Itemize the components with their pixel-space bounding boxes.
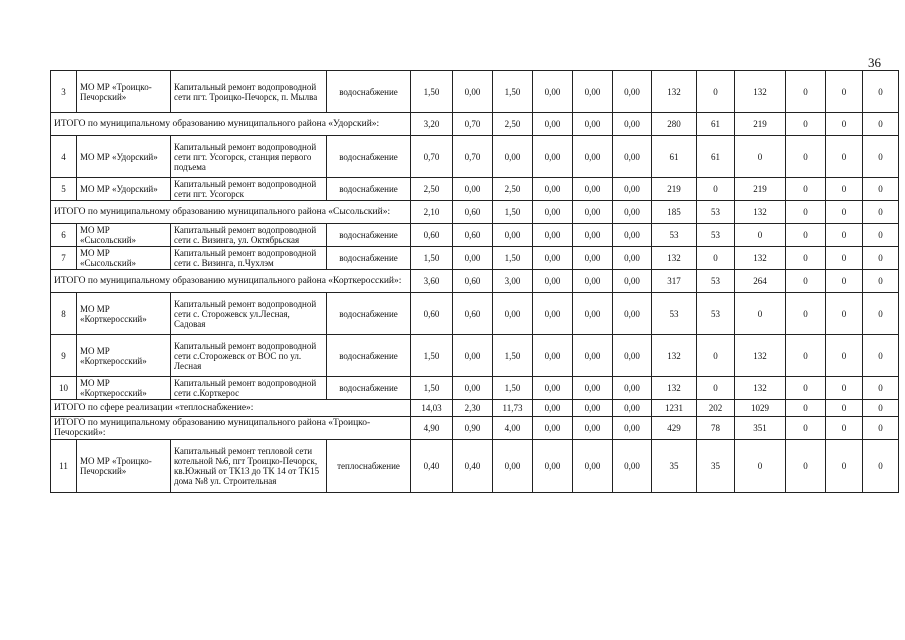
total-row xyxy=(51,417,899,440)
value-cell: 53 xyxy=(697,201,735,224)
value-cell: 0 xyxy=(863,113,899,136)
description-cell: Капитальный ремонт водопроводной сети пгт. Усогорск xyxy=(171,178,327,201)
value-cell: 0 xyxy=(786,400,826,417)
value-cell: 0,00 xyxy=(573,71,613,113)
value-cell: 1231 xyxy=(652,400,697,417)
table-row xyxy=(51,136,899,178)
value-cell: 0,00 xyxy=(493,293,533,335)
value-cell: 0,00 xyxy=(613,178,652,201)
table-row xyxy=(51,71,899,113)
value-cell: 53 xyxy=(697,293,735,335)
row-number: 7 xyxy=(51,247,77,270)
row-number: 6 xyxy=(51,224,77,247)
value-cell: 61 xyxy=(697,113,735,136)
value-cell: 0 xyxy=(786,417,826,440)
value-cell: 0 xyxy=(863,417,899,440)
value-cell: 0 xyxy=(863,270,899,293)
value-cell: 0 xyxy=(826,440,863,493)
sector-cell: водоснабжение xyxy=(327,224,411,247)
table-row xyxy=(51,247,899,270)
value-cell: 53 xyxy=(652,293,697,335)
value-cell: 0,00 xyxy=(613,201,652,224)
value-cell: 0 xyxy=(735,136,786,178)
value-cell: 1029 xyxy=(735,400,786,417)
value-cell: 0 xyxy=(697,335,735,377)
value-cell: 0,00 xyxy=(613,136,652,178)
value-cell: 0,00 xyxy=(613,377,652,400)
value-cell: 1,50 xyxy=(493,71,533,113)
value-cell: 0 xyxy=(826,178,863,201)
value-cell: 2,10 xyxy=(411,201,453,224)
value-cell: 1,50 xyxy=(493,377,533,400)
value-cell: 0 xyxy=(863,71,899,113)
total-row xyxy=(51,201,899,224)
row-number: 10 xyxy=(51,377,77,400)
value-cell: 0,00 xyxy=(533,377,573,400)
value-cell: 0,00 xyxy=(453,71,493,113)
value-cell: 0,00 xyxy=(493,136,533,178)
value-cell: 0 xyxy=(863,136,899,178)
value-cell: 0 xyxy=(786,377,826,400)
municipality-cell: МО МР «Сысольский» xyxy=(77,224,171,247)
table-row xyxy=(51,335,899,377)
total-label: ИТОГО по муниципальному образованию муниципального района «Сысольский»: xyxy=(51,201,411,224)
value-cell: 0 xyxy=(863,247,899,270)
capital-repair-table xyxy=(50,70,899,493)
description-cell: Капитальный ремонт водопроводной сети пгт. Троицко-Печорск, п. Мылва xyxy=(171,71,327,113)
description-cell: Капитальный ремонт водопроводной сети с.Сторожевск от ВОС по ул. Лесная xyxy=(171,335,327,377)
value-cell: 0 xyxy=(863,224,899,247)
total-label: ИТОГО по муниципальному образованию муниципального района «Удорский»: xyxy=(51,113,411,136)
description-cell: Капитальный ремонт водопроводной сети с. Сторожевск ул.Лесная, Садовая xyxy=(171,293,327,335)
value-cell: 0 xyxy=(826,270,863,293)
value-cell: 0,70 xyxy=(411,136,453,178)
table-row xyxy=(51,293,899,335)
table-row xyxy=(51,178,899,201)
value-cell: 0,00 xyxy=(573,136,613,178)
value-cell: 0,00 xyxy=(613,293,652,335)
value-cell: 0,60 xyxy=(453,201,493,224)
value-cell: 2,50 xyxy=(493,178,533,201)
total-label: ИТОГО по муниципальному образованию муниципального района «Троицко-Печорский»: xyxy=(51,417,411,440)
value-cell: 0,00 xyxy=(533,335,573,377)
sector-cell: водоснабжение xyxy=(327,71,411,113)
value-cell: 0,00 xyxy=(573,417,613,440)
value-cell: 0 xyxy=(826,417,863,440)
value-cell: 0 xyxy=(697,377,735,400)
value-cell: 0 xyxy=(863,178,899,201)
value-cell: 0,00 xyxy=(533,113,573,136)
value-cell: 1,50 xyxy=(411,377,453,400)
sector-cell: водоснабжение xyxy=(327,178,411,201)
value-cell: 0,00 xyxy=(613,440,652,493)
row-number: 5 xyxy=(51,178,77,201)
value-cell: 0 xyxy=(863,377,899,400)
value-cell: 0 xyxy=(826,136,863,178)
value-cell: 0 xyxy=(735,293,786,335)
value-cell: 35 xyxy=(652,440,697,493)
value-cell: 2,50 xyxy=(411,178,453,201)
value-cell: 0,00 xyxy=(573,247,613,270)
value-cell: 0,00 xyxy=(533,247,573,270)
value-cell: 53 xyxy=(697,224,735,247)
description-cell: Капитальный ремонт водопроводной сети с. Визинга, п.Чухлэм xyxy=(171,247,327,270)
value-cell: 219 xyxy=(735,178,786,201)
value-cell: 0,00 xyxy=(533,440,573,493)
row-number: 8 xyxy=(51,293,77,335)
value-cell: 0 xyxy=(786,335,826,377)
page-number: 36 xyxy=(868,55,881,70)
value-cell: 0,70 xyxy=(453,136,493,178)
value-cell: 0,60 xyxy=(453,293,493,335)
sector-cell: теплоснабжение xyxy=(327,440,411,493)
value-cell: 0 xyxy=(786,224,826,247)
value-cell: 0 xyxy=(786,113,826,136)
value-cell: 0,00 xyxy=(533,400,573,417)
value-cell: 0,00 xyxy=(533,178,573,201)
value-cell: 202 xyxy=(697,400,735,417)
value-cell: 0,00 xyxy=(613,270,652,293)
value-cell: 0,00 xyxy=(533,136,573,178)
value-cell: 351 xyxy=(735,417,786,440)
value-cell: 0 xyxy=(826,71,863,113)
value-cell: 0 xyxy=(786,247,826,270)
value-cell: 35 xyxy=(697,440,735,493)
value-cell: 0,00 xyxy=(613,400,652,417)
value-cell: 0,00 xyxy=(573,400,613,417)
total-label: ИТОГО по муниципальному образованию муниципального района «Корткеросский»: xyxy=(51,270,411,293)
value-cell: 132 xyxy=(652,71,697,113)
value-cell: 0 xyxy=(863,400,899,417)
value-cell: 0,00 xyxy=(573,224,613,247)
value-cell: 0,00 xyxy=(573,335,613,377)
value-cell: 0 xyxy=(786,270,826,293)
value-cell: 0,00 xyxy=(613,247,652,270)
value-cell: 132 xyxy=(735,335,786,377)
value-cell: 0,60 xyxy=(411,293,453,335)
value-cell: 0,70 xyxy=(453,113,493,136)
value-cell: 0 xyxy=(863,440,899,493)
value-cell: 0 xyxy=(863,335,899,377)
municipality-cell: МО МР «Троицко-Печорский» xyxy=(77,71,171,113)
value-cell: 3,00 xyxy=(493,270,533,293)
value-cell: 429 xyxy=(652,417,697,440)
value-cell: 280 xyxy=(652,113,697,136)
sector-cell: водоснабжение xyxy=(327,293,411,335)
value-cell: 0,00 xyxy=(613,417,652,440)
value-cell: 1,50 xyxy=(493,201,533,224)
row-number: 9 xyxy=(51,335,77,377)
value-cell: 132 xyxy=(652,247,697,270)
value-cell: 0,00 xyxy=(453,247,493,270)
value-cell: 219 xyxy=(735,113,786,136)
value-cell: 0 xyxy=(826,335,863,377)
value-cell: 0,00 xyxy=(573,178,613,201)
value-cell: 0,00 xyxy=(573,201,613,224)
value-cell: 317 xyxy=(652,270,697,293)
value-cell: 0 xyxy=(826,201,863,224)
value-cell: 0 xyxy=(863,293,899,335)
value-cell: 3,60 xyxy=(411,270,453,293)
value-cell: 0,00 xyxy=(533,293,573,335)
value-cell: 132 xyxy=(652,377,697,400)
value-cell: 53 xyxy=(697,270,735,293)
municipality-cell: МО МР «Удорский» xyxy=(77,136,171,178)
value-cell: 2,30 xyxy=(453,400,493,417)
municipality-cell: МО МР «Удорский» xyxy=(77,178,171,201)
value-cell: 1,50 xyxy=(411,71,453,113)
total-label: ИТОГО по сфере реализации «теплоснабжение»: xyxy=(51,400,411,417)
sector-cell: водоснабжение xyxy=(327,377,411,400)
municipality-cell: МО МР «Троицко-Печорский» xyxy=(77,440,171,493)
value-cell: 0 xyxy=(786,178,826,201)
description-cell: Капитальный ремонт водопроводной сети с. Визинга, ул. Октябрьская xyxy=(171,224,327,247)
value-cell: 0 xyxy=(697,247,735,270)
value-cell: 1,50 xyxy=(411,335,453,377)
value-cell: 78 xyxy=(697,417,735,440)
value-cell: 0,60 xyxy=(411,224,453,247)
value-cell: 0,00 xyxy=(533,270,573,293)
table-row xyxy=(51,224,899,247)
value-cell: 0,90 xyxy=(453,417,493,440)
value-cell: 0,00 xyxy=(573,113,613,136)
value-cell: 0,00 xyxy=(533,224,573,247)
value-cell: 0,00 xyxy=(573,440,613,493)
description-cell: Капитальный ремонт водопроводной сети с.Корткерос xyxy=(171,377,327,400)
value-cell: 185 xyxy=(652,201,697,224)
municipality-cell: МО МР «Корткеросский» xyxy=(77,377,171,400)
description-cell: Капитальный ремонт тепловой сети котельной №6, пгт Троицко-Печорск, кв.Южный от ТК13 до ТК 14 от ТК15 дома №8 ул. Строительная xyxy=(171,440,327,493)
value-cell: 11,73 xyxy=(493,400,533,417)
value-cell: 0,00 xyxy=(573,293,613,335)
municipality-cell: МО МР «Корткеросский» xyxy=(77,293,171,335)
value-cell: 61 xyxy=(652,136,697,178)
value-cell: 0,40 xyxy=(453,440,493,493)
value-cell: 132 xyxy=(735,71,786,113)
value-cell: 0 xyxy=(786,293,826,335)
value-cell: 132 xyxy=(735,377,786,400)
value-cell: 1,50 xyxy=(411,247,453,270)
value-cell: 0,00 xyxy=(613,224,652,247)
value-cell: 4,90 xyxy=(411,417,453,440)
value-cell: 132 xyxy=(735,247,786,270)
sector-cell: водоснабжение xyxy=(327,136,411,178)
sector-cell: водоснабжение xyxy=(327,335,411,377)
value-cell: 0,00 xyxy=(573,270,613,293)
value-cell: 0 xyxy=(786,136,826,178)
value-cell: 0,40 xyxy=(411,440,453,493)
value-cell: 0,00 xyxy=(533,417,573,440)
value-cell: 132 xyxy=(652,335,697,377)
row-number: 11 xyxy=(51,440,77,493)
value-cell: 4,00 xyxy=(493,417,533,440)
value-cell: 3,20 xyxy=(411,113,453,136)
value-cell: 0 xyxy=(826,224,863,247)
total-row xyxy=(51,270,899,293)
value-cell: 0 xyxy=(735,224,786,247)
value-cell: 264 xyxy=(735,270,786,293)
description-cell: Капитальный ремонт водопроводной сети пгт. Усогорск, станция первого подъема xyxy=(171,136,327,178)
sector-cell: водоснабжение xyxy=(327,247,411,270)
value-cell: 0,60 xyxy=(453,224,493,247)
value-cell: 0 xyxy=(826,293,863,335)
value-cell: 0 xyxy=(697,178,735,201)
value-cell: 0,00 xyxy=(613,71,652,113)
value-cell: 0 xyxy=(786,71,826,113)
value-cell: 0,00 xyxy=(453,178,493,201)
value-cell: 0 xyxy=(697,71,735,113)
row-number: 4 xyxy=(51,136,77,178)
value-cell: 1,50 xyxy=(493,335,533,377)
municipality-cell: МО МР «Корткеросский» xyxy=(77,335,171,377)
value-cell: 0 xyxy=(826,247,863,270)
value-cell: 0 xyxy=(826,400,863,417)
value-cell: 1,50 xyxy=(493,247,533,270)
value-cell: 0,00 xyxy=(493,440,533,493)
value-cell: 0,00 xyxy=(533,71,573,113)
value-cell: 0,00 xyxy=(573,377,613,400)
total-row xyxy=(51,113,899,136)
table-body xyxy=(51,71,899,493)
value-cell: 53 xyxy=(652,224,697,247)
row-number: 3 xyxy=(51,71,77,113)
municipality-cell: МО МР «Сысольский» xyxy=(77,247,171,270)
value-cell: 14,03 xyxy=(411,400,453,417)
value-cell: 0 xyxy=(786,440,826,493)
value-cell: 0,00 xyxy=(453,335,493,377)
value-cell: 0,60 xyxy=(453,270,493,293)
value-cell: 0 xyxy=(826,377,863,400)
value-cell: 61 xyxy=(697,136,735,178)
value-cell: 2,50 xyxy=(493,113,533,136)
table-row xyxy=(51,440,899,493)
value-cell: 0 xyxy=(863,201,899,224)
value-cell: 0 xyxy=(786,201,826,224)
value-cell: 0,00 xyxy=(613,113,652,136)
value-cell: 219 xyxy=(652,178,697,201)
value-cell: 132 xyxy=(735,201,786,224)
value-cell: 0,00 xyxy=(453,377,493,400)
value-cell: 0,00 xyxy=(533,201,573,224)
total-row xyxy=(51,400,899,417)
value-cell: 0,00 xyxy=(493,224,533,247)
value-cell: 0,00 xyxy=(613,335,652,377)
value-cell: 0 xyxy=(735,440,786,493)
value-cell: 0 xyxy=(826,113,863,136)
table-row xyxy=(51,377,899,400)
